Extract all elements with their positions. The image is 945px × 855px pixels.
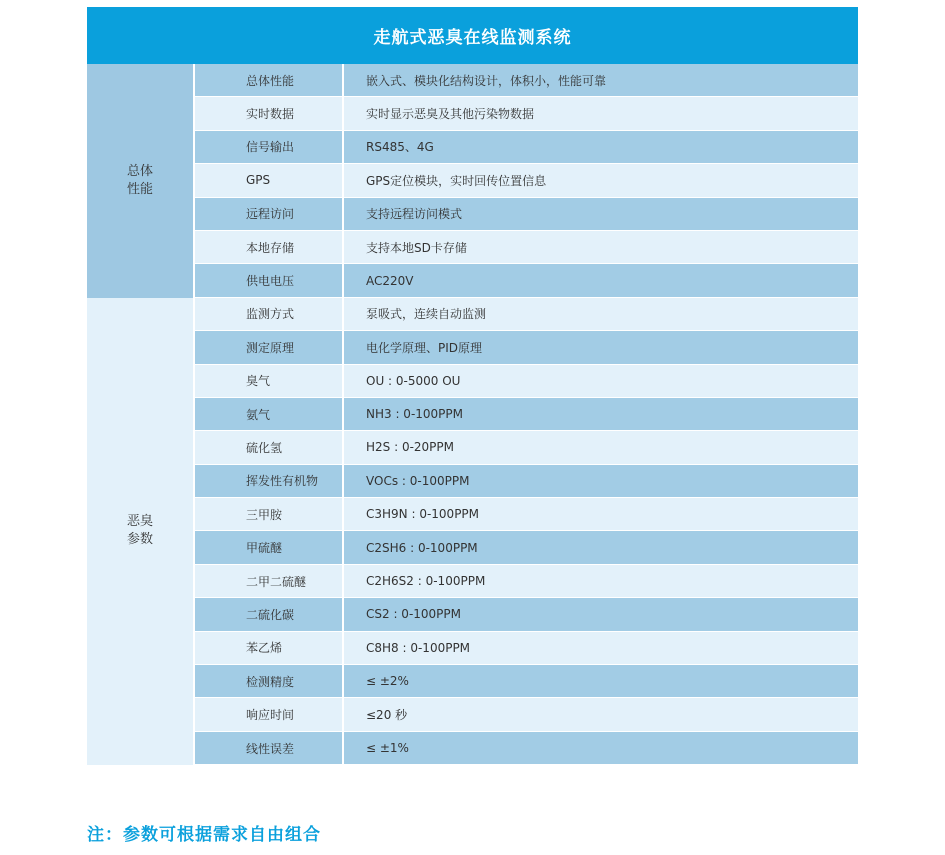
- row-value: RS485、4G: [366, 140, 434, 155]
- row-value: C8H8 : 0-100PPM: [366, 640, 471, 655]
- row-name: GPS: [193, 164, 344, 196]
- row-value: C2H6S2 : 0-100PPM: [366, 574, 486, 589]
- group-label-odor: [87, 298, 193, 765]
- row-name: 检测精度: [193, 665, 344, 697]
- row-name: 供电电压: [193, 264, 344, 296]
- table-title: 走航式恶臭在线监测系统: [87, 7, 858, 64]
- table-row: [193, 164, 858, 197]
- table-row: [193, 264, 858, 297]
- row-name: 信号输出: [193, 131, 344, 163]
- group-label-line1: 恶臭: [126, 514, 153, 530]
- table-row: [193, 131, 858, 164]
- row-name: 硫化氢: [193, 431, 344, 463]
- row-name: 苯乙烯: [193, 632, 344, 664]
- table-row: [193, 531, 858, 564]
- group-label-line2: 参数: [126, 532, 153, 548]
- group-label-overall: [87, 64, 193, 298]
- row-value: 嵌入式、模块化结构设计，体积小，性能可靠: [366, 73, 607, 88]
- row-value: 电化学原理、PID原理: [366, 340, 483, 355]
- table-row: [193, 97, 858, 130]
- row-name: 本地存储: [193, 231, 344, 263]
- row-value: CS2 : 0-100PPM: [366, 607, 461, 622]
- table-row: [193, 431, 858, 464]
- table-row: [193, 565, 858, 598]
- row-value: OU : 0-5000 OU: [366, 373, 461, 388]
- footnote: 注：参数可根据需求自由组合: [87, 825, 321, 845]
- table-row: [193, 465, 858, 498]
- row-value: 支持远程访问模式: [366, 207, 463, 222]
- row-value: 实时显示恶臭及其他污染物数据: [366, 107, 535, 122]
- row-name: 挥发性有机物: [193, 465, 344, 497]
- table-row: [193, 498, 858, 531]
- group-label-line2: 性能: [126, 181, 153, 197]
- row-name: 总体性能: [193, 64, 344, 96]
- row-value: 支持本地SD卡存储: [366, 240, 467, 255]
- row-name: 测定原理: [193, 331, 344, 363]
- row-value: ≤ ±1%: [366, 741, 409, 755]
- group-overall-performance: [87, 64, 858, 298]
- table-row: [193, 398, 858, 431]
- row-name: 氨气: [193, 398, 344, 430]
- row-value: ≤ ±2%: [366, 674, 409, 689]
- row-name: 三甲胺: [193, 498, 344, 530]
- row-value: AC220V: [366, 273, 414, 288]
- row-value: VOCs : 0-100PPM: [366, 473, 470, 488]
- group-rows: [193, 64, 858, 298]
- group-label-line1: 总体: [126, 163, 153, 179]
- row-name: 实时数据: [193, 97, 344, 129]
- row-value: C3H9N : 0-100PPM: [366, 507, 480, 522]
- row-name: 线性误差: [193, 732, 344, 764]
- row-name: 响应时间: [193, 698, 344, 730]
- table-row: [193, 331, 858, 364]
- table-row: [193, 298, 858, 331]
- row-value: C2SH6 : 0-100PPM: [366, 540, 478, 555]
- row-value: 泵吸式，连续自动监测: [366, 307, 487, 322]
- table-row: [193, 64, 858, 97]
- table-row: [193, 231, 858, 264]
- table-row: [193, 198, 858, 231]
- row-name: 远程访问: [193, 198, 344, 230]
- row-name: 监测方式: [193, 298, 344, 330]
- group-odor-parameters: [87, 298, 858, 765]
- table-row: [193, 732, 858, 765]
- row-name: 臭气: [193, 365, 344, 397]
- table-row: [193, 632, 858, 665]
- row-value: H2S : 0-20PPM: [366, 440, 455, 455]
- table-row: [193, 365, 858, 398]
- row-name: 甲硫醚: [193, 531, 344, 563]
- row-value: NH3 : 0-100PPM: [366, 407, 464, 422]
- row-value: GPS定位模块，实时回传位置信息: [366, 173, 547, 188]
- group-rows: [193, 298, 858, 765]
- row-name: 二硫化碳: [193, 598, 344, 630]
- spec-table: [87, 7, 858, 765]
- table-row: [193, 698, 858, 731]
- table-row: [193, 665, 858, 698]
- row-name: 二甲二硫醚: [193, 565, 344, 597]
- row-value: ≤20 秒: [366, 708, 408, 723]
- table-row: [193, 598, 858, 631]
